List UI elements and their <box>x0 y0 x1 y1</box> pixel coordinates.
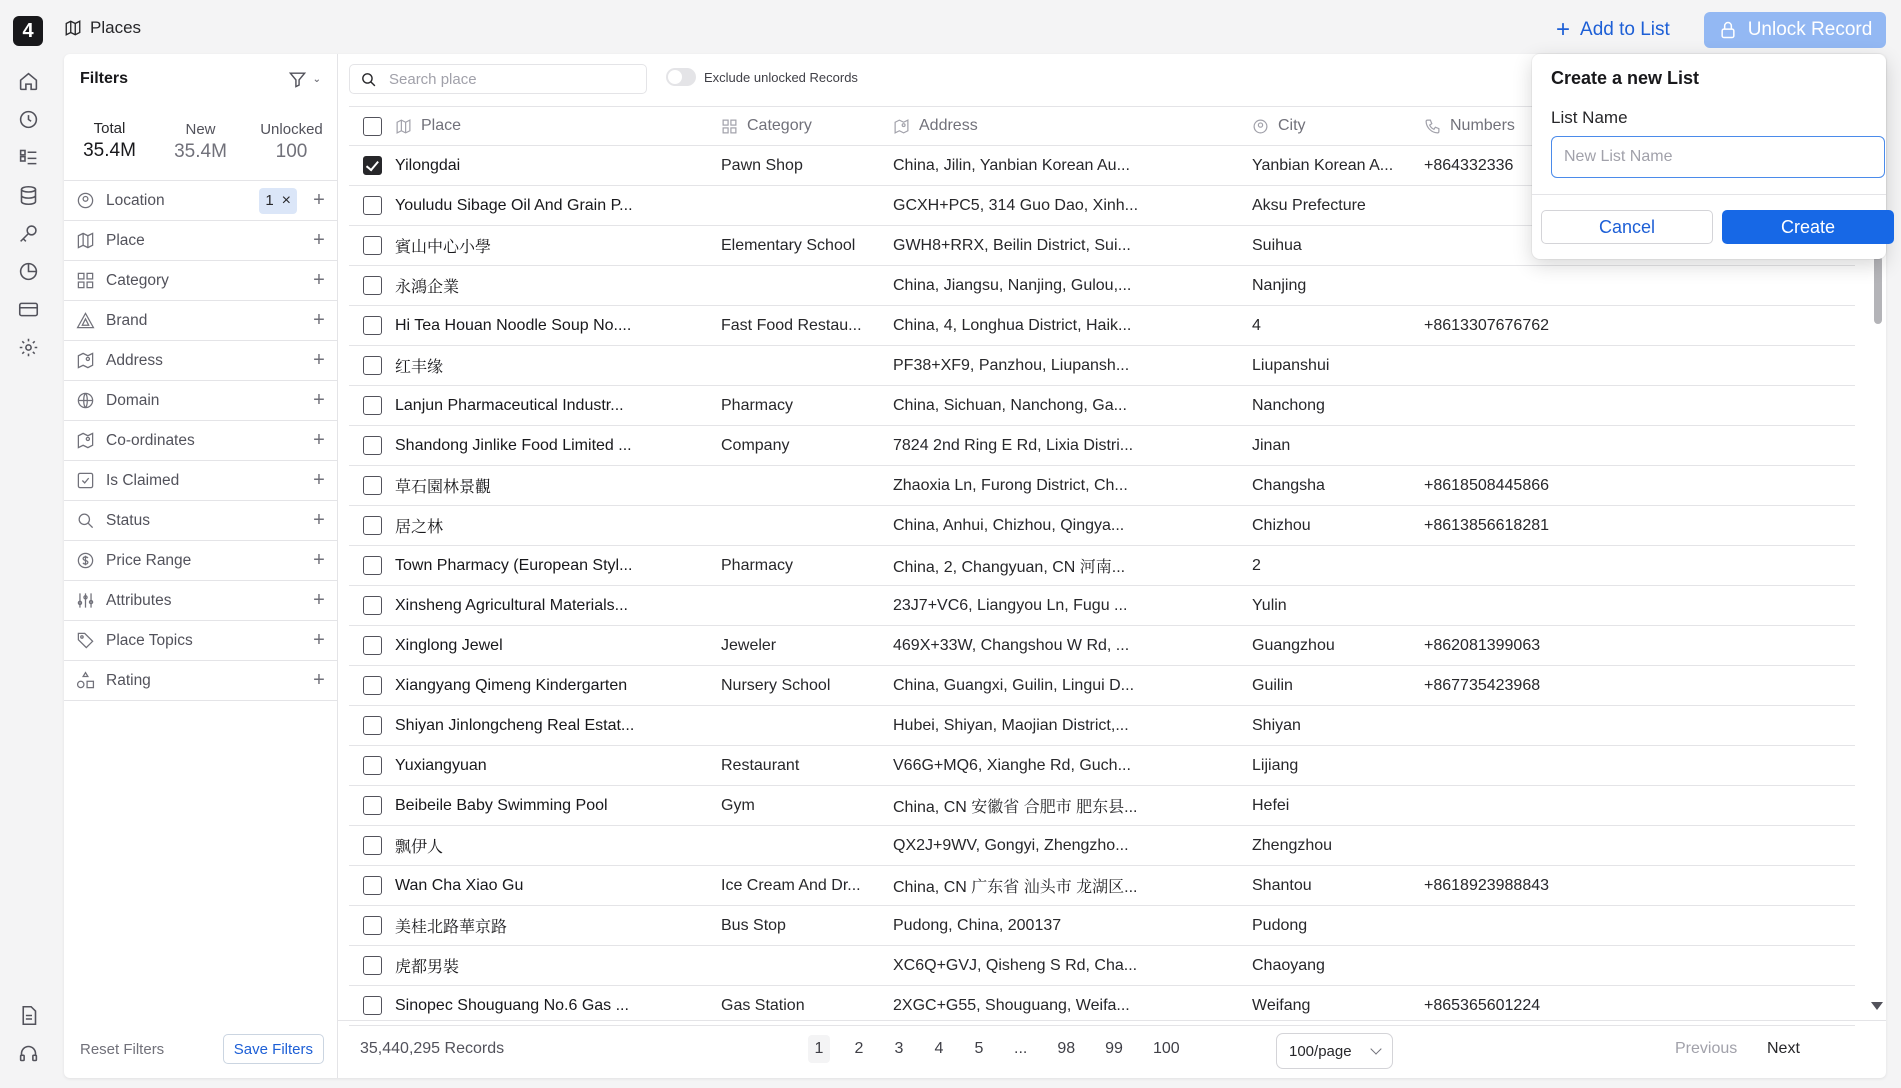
stat-label: New <box>185 121 216 138</box>
filter-rating[interactable] <box>64 661 337 701</box>
page-98-button[interactable]: 98 <box>1057 1040 1076 1057</box>
row-select-cell <box>349 756 385 775</box>
add-filter-icon[interactable]: + <box>313 549 325 571</box>
stat-total[interactable] <box>64 104 155 180</box>
cell-address: Hubei, Shiyan, Maojian District,... <box>893 716 1129 734</box>
cell-category: Company <box>721 436 790 454</box>
phone-icon <box>1424 118 1441 135</box>
cell-place: Shiyan Jinlongcheng Real Estat... <box>395 716 635 734</box>
cell-place: 居之林 <box>395 519 444 536</box>
filter-price-range[interactable] <box>64 541 337 581</box>
row-select-cell <box>349 636 385 655</box>
cell-city: Jinan <box>1252 436 1291 454</box>
stat-unlocked[interactable] <box>246 104 337 180</box>
cell-number: +8613307676762 <box>1424 316 1550 334</box>
search-bar <box>349 64 647 94</box>
table-row[interactable] <box>349 906 1855 946</box>
cell-city: Nanjing <box>1252 276 1307 294</box>
cell-address: XC6Q+GVJ, Qisheng S Rd, Cha... <box>893 956 1138 974</box>
cell-category: Bus Stop <box>721 916 786 934</box>
record-count: 35,440,295 Records <box>360 1040 505 1057</box>
grid-icon <box>721 118 738 135</box>
row-checkbox[interactable] <box>363 796 382 815</box>
row-checkbox[interactable] <box>363 276 382 295</box>
filter-label: Address <box>106 351 163 369</box>
header-city[interactable] <box>1252 106 1424 146</box>
cell-city: Shiyan <box>1252 716 1301 734</box>
page-title-text: Places <box>90 18 142 37</box>
cell-city: Chizhou <box>1252 516 1311 534</box>
filter-count-badge <box>259 188 297 214</box>
row-checkbox[interactable] <box>363 836 382 855</box>
cell-city: Suihua <box>1252 236 1302 254</box>
stat-new[interactable] <box>155 104 246 180</box>
filter-label: Attributes <box>106 591 172 609</box>
table-row[interactable] <box>349 266 1855 306</box>
cell-city: Aksu Prefecture <box>1252 196 1366 214</box>
add-filter-icon[interactable]: + <box>313 669 325 691</box>
select-all-cell <box>349 117 385 136</box>
lock-icon <box>1718 20 1738 40</box>
cell-category: Gas Station <box>721 996 805 1014</box>
cell-city: 4 <box>1252 316 1261 334</box>
row-checkbox[interactable] <box>363 996 382 1015</box>
add-filter-icon[interactable]: + <box>313 309 325 331</box>
row-checkbox[interactable] <box>363 876 382 895</box>
clear-filter-icon[interactable]: × <box>281 191 291 209</box>
left-rail <box>0 0 56 1088</box>
cell-place: 虎都男裝 <box>395 959 460 976</box>
map-pin-icon <box>76 351 95 370</box>
cell-address: 2XGC+G55, Shouguang, Weifa... <box>893 996 1130 1014</box>
tags-icon <box>76 631 95 650</box>
table-footer <box>338 1020 1886 1078</box>
cell-place: Wan Cha Xiao Gu <box>395 876 524 894</box>
row-checkbox[interactable] <box>363 356 382 375</box>
filter-label: Status <box>106 511 150 529</box>
cell-category: Nursery School <box>721 676 831 694</box>
list-name-input[interactable] <box>1551 136 1885 178</box>
cell-address: V66G+MQ6, Xianghe Rd, Guch... <box>893 756 1131 774</box>
row-checkbox[interactable] <box>363 676 382 695</box>
table-row[interactable] <box>349 786 1855 826</box>
cell-address: China, 4, Longhua District, Haik... <box>893 316 1132 334</box>
table-row[interactable] <box>349 746 1855 786</box>
filter-label: Domain <box>106 391 160 409</box>
cell-place: 红丰缘 <box>395 359 444 376</box>
table-row[interactable] <box>349 586 1855 626</box>
row-checkbox[interactable] <box>363 556 382 575</box>
row-select-cell <box>349 796 385 815</box>
page-100-button[interactable]: 100 <box>1152 1040 1180 1057</box>
filter-label: Place <box>106 231 145 249</box>
row-select-cell <box>349 916 385 935</box>
row-select-cell <box>349 356 385 375</box>
table-row[interactable] <box>349 466 1855 506</box>
row-checkbox[interactable] <box>363 396 382 415</box>
row-checkbox[interactable] <box>363 196 382 215</box>
add-filter-icon[interactable]: + <box>313 589 325 611</box>
triangle-icon <box>76 311 95 330</box>
row-select-cell <box>349 716 385 735</box>
cell-address: 7824 2nd Ring E Rd, Lixia Distri... <box>893 436 1134 454</box>
cell-city: 2 <box>1252 556 1261 574</box>
filters-footer <box>64 1020 338 1078</box>
cell-address: Pudong, China, 200137 <box>893 916 1062 934</box>
filter-address[interactable] <box>64 341 337 381</box>
map-pin-icon <box>893 118 910 135</box>
next-page-button[interactable]: Next <box>1767 1040 1800 1057</box>
add-filter-icon[interactable]: + <box>313 189 325 211</box>
cell-category: Elementary School <box>721 236 856 254</box>
map-icon <box>76 231 95 250</box>
page-4-button[interactable]: 4 <box>934 1040 944 1057</box>
header-category[interactable] <box>721 106 893 146</box>
table-row[interactable] <box>349 306 1855 346</box>
filter-brand[interactable] <box>64 301 337 341</box>
add-filter-icon[interactable]: + <box>313 469 325 491</box>
cell-number: +8613856618281 <box>1424 516 1550 534</box>
exclude-unlocked-toggle-row <box>666 68 858 86</box>
shapes-icon <box>76 671 95 690</box>
filter-category[interactable] <box>64 261 337 301</box>
row-select-cell <box>349 556 385 575</box>
cell-place: Youludu Sibage Oil And Grain P... <box>395 196 633 214</box>
table-row[interactable] <box>349 866 1855 906</box>
globe-icon <box>76 391 95 410</box>
add-filter-icon[interactable]: + <box>313 429 325 451</box>
map-icon <box>64 19 82 37</box>
table-body <box>349 146 1855 1026</box>
vertical-scrollbar-thumb[interactable] <box>1874 256 1882 324</box>
add-filter-icon[interactable]: + <box>313 229 325 251</box>
cell-address: 23J7+VC6, Liangyou Ln, Fugu ... <box>893 596 1128 614</box>
cell-place: Shandong Jinlike Food Limited ... <box>395 436 632 454</box>
add-filter-icon[interactable]: + <box>313 269 325 291</box>
stat-value: 35.4M <box>83 140 136 161</box>
chevron-down-icon: ⌄ <box>312 73 321 85</box>
database-icon[interactable] <box>16 183 40 207</box>
exclude-unlocked-label: Exclude unlocked Records <box>704 69 858 85</box>
create-list-popover <box>1532 54 1886 259</box>
filter-label: Is Claimed <box>106 471 180 489</box>
row-checkbox[interactable] <box>363 516 382 535</box>
row-select-cell <box>349 396 385 415</box>
document-icon[interactable] <box>16 1003 40 1027</box>
table-row[interactable] <box>349 546 1855 586</box>
grid-icon <box>76 271 95 290</box>
cell-place: 永鴻企業 <box>395 279 460 296</box>
cell-category: Ice Cream And Dr... <box>721 876 861 894</box>
activity-icon[interactable] <box>16 107 40 131</box>
header-label: Numbers <box>1450 117 1515 134</box>
row-checkbox[interactable] <box>363 236 382 255</box>
page-3-button[interactable]: 3 <box>894 1040 904 1057</box>
cell-place: Xinsheng Agricultural Materials... <box>395 596 628 614</box>
table-row[interactable] <box>349 426 1855 466</box>
location-pin-icon <box>1252 118 1269 135</box>
cell-category: Pharmacy <box>721 396 794 414</box>
cell-category: Gym <box>721 796 755 814</box>
row-select-cell <box>349 996 385 1015</box>
page-99-button[interactable]: 99 <box>1105 1040 1123 1057</box>
save-filters-button[interactable]: Save Filters <box>223 1034 324 1064</box>
row-checkbox[interactable] <box>363 596 382 615</box>
table-row[interactable] <box>349 506 1855 546</box>
cell-place: 美桂北路華京路 <box>395 919 508 936</box>
cell-place: Yuxiangyuan <box>395 756 487 774</box>
row-checkbox[interactable] <box>363 316 382 335</box>
stat-label: Total <box>93 120 126 137</box>
search-icon <box>76 511 95 530</box>
add-filter-icon[interactable]: + <box>313 509 325 531</box>
previous-page-button[interactable]: Previous <box>1675 1040 1738 1057</box>
row-checkbox[interactable] <box>363 756 382 775</box>
stat-value: 35.4M <box>174 141 227 162</box>
row-select-cell <box>349 516 385 535</box>
exclude-unlocked-toggle[interactable] <box>666 68 696 86</box>
cell-city: Guangzhou <box>1252 636 1335 654</box>
cell-city: Liupanshui <box>1252 356 1330 374</box>
cell-address: China, Jilin, Yanbian Korean Au... <box>893 156 1130 174</box>
header-label: City <box>1278 117 1306 134</box>
row-select-cell <box>349 436 385 455</box>
cell-place: Lanjun Pharmaceutical Industr... <box>395 396 624 414</box>
select-all-checkbox[interactable] <box>363 117 382 136</box>
cell-city: Guilin <box>1252 676 1293 694</box>
row-checkbox[interactable] <box>363 156 382 175</box>
stat-value: 100 <box>275 141 308 162</box>
plus-icon: + <box>1556 16 1571 43</box>
cell-place: Xiangyang Qimeng Kindergarten <box>395 676 628 694</box>
cell-number: +865365601224 <box>1424 996 1541 1014</box>
cell-address: China, Sichuan, Nanchong, Ga... <box>893 396 1127 414</box>
filters-title: Filters <box>80 70 129 87</box>
popover-title: Create a new List <box>1551 68 1700 88</box>
cell-place: 草石園林景觀 <box>395 479 492 496</box>
cell-place: Hi Tea Houan Noodle Soup No.... <box>395 316 632 334</box>
cell-category: Pharmacy <box>721 556 794 574</box>
row-select-cell <box>349 276 385 295</box>
cell-place: Town Pharmacy (European Styl... <box>395 556 633 574</box>
header-address[interactable] <box>893 106 1252 146</box>
filter-coordinates[interactable] <box>64 421 337 461</box>
page-1-button[interactable]: 1 <box>808 1035 830 1063</box>
row-select-cell <box>349 956 385 975</box>
row-checkbox[interactable] <box>363 436 382 455</box>
cell-address: China, CN 安徽省 合肥市 肥东县... <box>893 799 1138 816</box>
row-checkbox[interactable] <box>363 716 382 735</box>
scroll-down-arrow-icon[interactable] <box>1871 1002 1883 1010</box>
cell-address: GWH8+RRX, Beilin District, Sui... <box>893 236 1131 254</box>
page-5-button[interactable]: 5 <box>974 1040 984 1057</box>
filter-label: Location <box>106 191 165 209</box>
row-checkbox[interactable] <box>363 636 382 655</box>
cell-category: Fast Food Restau... <box>721 316 862 334</box>
pagination <box>808 1035 1204 1063</box>
filter-is-claimed[interactable] <box>64 461 337 501</box>
filter-status[interactable] <box>64 501 337 541</box>
cell-address: 469X+33W, Changshou W Rd, ... <box>893 636 1130 654</box>
dollar-icon <box>76 551 95 570</box>
chevron-down-icon <box>1370 1043 1381 1054</box>
cell-city: Nanchong <box>1252 396 1325 414</box>
cell-city: Yulin <box>1252 596 1287 614</box>
row-select-cell <box>349 316 385 335</box>
filters-panel <box>64 54 338 1078</box>
table-row[interactable] <box>349 826 1855 866</box>
unlock-record-button[interactable] <box>1704 12 1886 48</box>
filter-place-topics[interactable] <box>64 621 337 661</box>
row-select-cell <box>349 836 385 855</box>
badge-count: 1 <box>265 192 274 209</box>
row-select-cell <box>349 196 385 215</box>
list-icon[interactable] <box>16 145 40 169</box>
cell-place: 飘伊人 <box>395 839 444 856</box>
row-select-cell <box>349 876 385 895</box>
row-select-cell <box>349 596 385 615</box>
cell-place: Xinglong Jewel <box>395 636 503 654</box>
settings-icon[interactable] <box>16 335 40 359</box>
table-row[interactable] <box>349 346 1855 386</box>
pie-chart-icon[interactable] <box>16 259 40 283</box>
cell-address: China, 2, Changyuan, CN 河南... <box>893 559 1126 576</box>
filter-label: Brand <box>106 311 148 329</box>
filter-label: Co-ordinates <box>106 431 195 449</box>
row-select-cell <box>349 156 385 175</box>
check-square-icon <box>76 471 95 490</box>
stat-label: Unlocked <box>260 121 323 138</box>
cell-city: Zhengzhou <box>1252 836 1333 854</box>
cell-category: Pawn Shop <box>721 156 803 174</box>
unlock-record-label: Unlock Record <box>1747 19 1873 40</box>
add-to-list-button[interactable] <box>1556 14 1670 46</box>
cell-city: Yanbian Korean A... <box>1252 156 1394 174</box>
row-checkbox[interactable] <box>363 916 382 935</box>
cell-address: China, CN 广东省 汕头市 龙湖区... <box>893 879 1138 896</box>
cell-address: China, Jiangsu, Nanjing, Gulou,... <box>893 276 1132 294</box>
filter-label: Price Range <box>106 551 192 569</box>
per-page-select[interactable] <box>1276 1033 1393 1069</box>
cell-address: China, Anhui, Chizhou, Qingya... <box>893 516 1125 534</box>
cell-city: Chaoyang <box>1252 956 1325 974</box>
filter-label: Category <box>106 271 169 289</box>
map-icon <box>395 118 412 135</box>
header-label: Place <box>421 117 462 134</box>
filter-domain[interactable] <box>64 381 337 421</box>
table-row[interactable] <box>349 666 1855 706</box>
cell-city: Pudong <box>1252 916 1308 934</box>
cell-address: QX2J+9WV, Gongyi, Zhengzho... <box>893 836 1129 854</box>
list-name-label: List Name <box>1551 108 1628 127</box>
cancel-button[interactable]: Cancel <box>1541 210 1713 244</box>
cell-city: Hefei <box>1252 796 1290 814</box>
create-button[interactable]: Create <box>1722 210 1894 244</box>
table-row[interactable] <box>349 946 1855 986</box>
cell-number: +862081399063 <box>1424 636 1541 654</box>
filter-location[interactable] <box>64 181 337 221</box>
location-pin-icon <box>76 191 95 210</box>
cell-number: +8618923988843 <box>1424 876 1550 894</box>
filter-stats <box>64 104 337 181</box>
cell-address: Zhaoxia Ln, Furong District, Ch... <box>893 476 1128 494</box>
reset-filters-button[interactable]: Reset Filters <box>80 1040 165 1058</box>
sliders-icon <box>76 591 95 610</box>
row-select-cell <box>349 676 385 695</box>
cell-city: Lijiang <box>1252 756 1299 774</box>
cell-city: Changsha <box>1252 476 1325 494</box>
cell-city: Weifang <box>1252 996 1311 1014</box>
cell-category: Restaurant <box>721 756 800 774</box>
page-2-button[interactable]: 2 <box>854 1040 864 1057</box>
page-title <box>64 17 141 39</box>
cell-city: Shantou <box>1252 876 1312 894</box>
cell-address: PF38+XF9, Panzhou, Liupansh... <box>893 356 1130 374</box>
filter-label: Rating <box>106 671 151 689</box>
table-row[interactable] <box>349 626 1855 666</box>
cell-number: +8618508445866 <box>1424 476 1550 494</box>
row-checkbox[interactable] <box>363 476 382 495</box>
cell-number: +864332336 <box>1424 156 1514 174</box>
map-pin-icon <box>76 431 95 450</box>
cell-place: 賓山中心小學 <box>395 239 492 256</box>
row-checkbox[interactable] <box>363 956 382 975</box>
filter-menu-button[interactable] <box>288 70 321 89</box>
cell-category: Jeweler <box>721 636 777 654</box>
table-row[interactable] <box>349 706 1855 746</box>
per-page-value: 100/page <box>1289 1042 1352 1060</box>
app-logo[interactable]: 4 <box>13 16 43 46</box>
filter-label: Place Topics <box>106 631 193 649</box>
add-filter-icon[interactable]: + <box>313 629 325 651</box>
home-icon[interactable] <box>16 69 40 93</box>
cell-number: +867735423968 <box>1424 676 1541 694</box>
search-icon <box>360 71 377 88</box>
add-to-list-label: Add to List <box>1580 19 1670 40</box>
cell-address: GCXH+PC5, 314 Guo Dao, Xinh... <box>893 196 1139 214</box>
filter-place[interactable] <box>64 221 337 261</box>
filters-header <box>64 54 337 104</box>
headset-icon[interactable] <box>16 1041 40 1065</box>
pagination-ellipsis: ... <box>1014 1040 1028 1057</box>
header-place[interactable] <box>385 106 721 146</box>
add-filter-icon[interactable]: + <box>313 349 325 371</box>
header-label: Address <box>919 117 978 134</box>
search-input[interactable] <box>389 71 619 88</box>
cell-place: Yilongdai <box>395 156 461 174</box>
cell-address: China, Guangxi, Guilin, Lingui D... <box>893 676 1135 694</box>
funnel-icon <box>288 70 307 89</box>
cell-place: Beibeile Baby Swimming Pool <box>395 796 608 814</box>
filter-attributes[interactable] <box>64 581 337 621</box>
add-filter-icon[interactable]: + <box>313 389 325 411</box>
header-label: Category <box>747 117 812 134</box>
credit-card-icon[interactable] <box>16 297 40 321</box>
table-row[interactable] <box>349 386 1855 426</box>
row-select-cell <box>349 476 385 495</box>
cell-place: Sinopec Shouguang No.6 Gas ... <box>395 996 629 1014</box>
key-icon[interactable] <box>16 221 40 245</box>
row-select-cell <box>349 236 385 255</box>
divider <box>1532 194 1886 195</box>
